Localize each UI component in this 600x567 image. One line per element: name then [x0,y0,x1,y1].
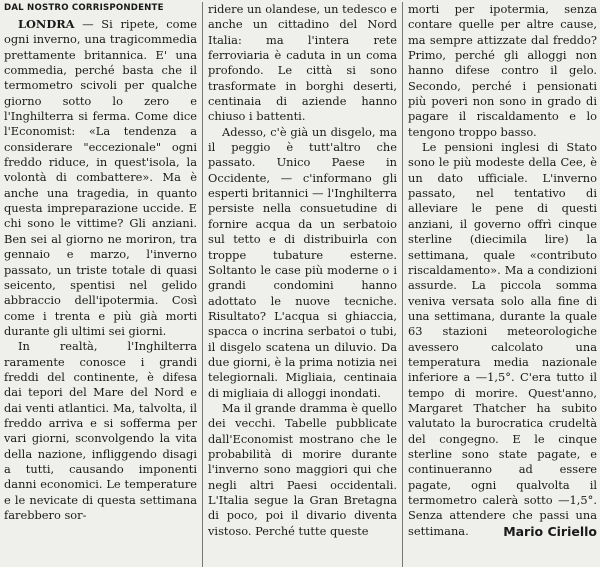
article-paragraph: Le pensioni inglesi di Stato sono le più modeste della Cee, è un dato ufficiale. L'inverno passato, nel tentativo di alleviare le pene di questi anziani, il governo offrì cinque sterline (diecimila lire) la settimana, quale «contributo riscaldamento». Ma a condizioni assurde. La piccola somma veniva versata solo alla fine di una settimana, durante la quale 63 stazioni meteorologiche avessero calcolato una temperatura media nazionale inferiore a —1,5°. C'era tutto il tempo di morire. Quest'anno, Margaret Thatcher ha subito valutato la burocratica crudeltà del congegno. E le cinque sterline sono state pagate, e continueranno ad essere pagate, ogni qualvolta il termometro calerà sotto —1,5°. Senza attendere che passi una settimana. [408,140,597,538]
article-paragraph: ridere un olandese, un tedesco e anche un cittadino del Nord Italia: ma l'intera rete ferroviaria è caduta in un coma profondo. Le città si sono trasformate in borghi deserti, centinaia di aziende hanno chiuso i battenti. [208,2,397,124]
author-signature: Mario Ciriello [503,524,597,540]
article-paragraph: Adesso, c'è già un disgelo, ma il peggio è tutt'altro che passato. Unico Paese in Occidente, — c'informano gli esperti britannici — l'Inghilterra persiste nella consuetudine di fornire acqua da un serbatoio sul tetto e di distribuirla con troppe tubature esterne. Soltanto le case più moderne o i grandi condomini hanno adottato le nuove tecniche. Risultato? L'acqua si ghiaccia, spacca o incrina serbatoi o tubi, il disgelo scatena un diluvio. Da due giorni, è la prima notizia nei telegiornali. Migliaia, centinaia di migliaia di alloggi inondati. [208,124,397,400]
article-paragraph: Ma il grande dramma è quello dei vecchi. Tabelle pubblicate dall'Economist mostrano che le probabilità di morire durante l'inverno sono maggiori qui che negli altri Paesi occidentali. L'Italia segue la Gran Bretagna di poco, poi il divario diventa vistoso. Perché tutte queste [208,400,397,538]
article-column-3 [402,2,597,567]
paragraph-text: — Si ripete, come ogni inverno, una tragicommedia prettamente britannica. E' una commedia, perché basta che il termometro scivoli per qualche giorno sotto lo zero e l'Inghilterra si ferma. Come dice l'Economist: «La tendenza a considerare "eccezionale" ogni freddo riduce, in quest'isola, la volontà di combattere». Ma è anche una tragedia, in quanto questa impreparazione uccide. E chi sono le vittime? Gli anziani. Ben sei al giorno ne moriron, tra gennaio e marzo, l'inverno passato, un triste totale di quasi seicento, spentisi nel gelido abbraccio dell'ipotermia. Così come i trenta e più già morti durante gli ultimi sei giorni. [4,17,197,338]
article-paragraph: morti per ipotermia, senza contare quelle per altre cause, ma sempre attizzate dal freddo? Primo, perché gli alloggi non hanno difese contro il gelo. Secondo, perché i pensionati più poveri non sono in grado di pagare il riscaldamento e lo tengono troppo basso. [408,2,597,139]
article-column-1 [4,2,202,567]
dateline: LONDRA [18,17,75,31]
kicker-label: DAL NOSTRO CORRISPONDENTE [4,3,164,13]
article-column-2 [202,2,402,567]
article-paragraph [4,17,197,339]
article-paragraph: In realtà, l'Inghilterra raramente conosce i grandi freddi del continente, è difesa dai tepori del Mare del Nord e dai venti atlantici. Ma, talvolta, il freddo arriva e si sofferma per vari giorni, sconvolgendo la vita della nazione, infliggendo disagi a tutti, causando imponenti danni economici. Le temperature e le nevicate di questa settimana farebbero sor- [4,339,197,522]
